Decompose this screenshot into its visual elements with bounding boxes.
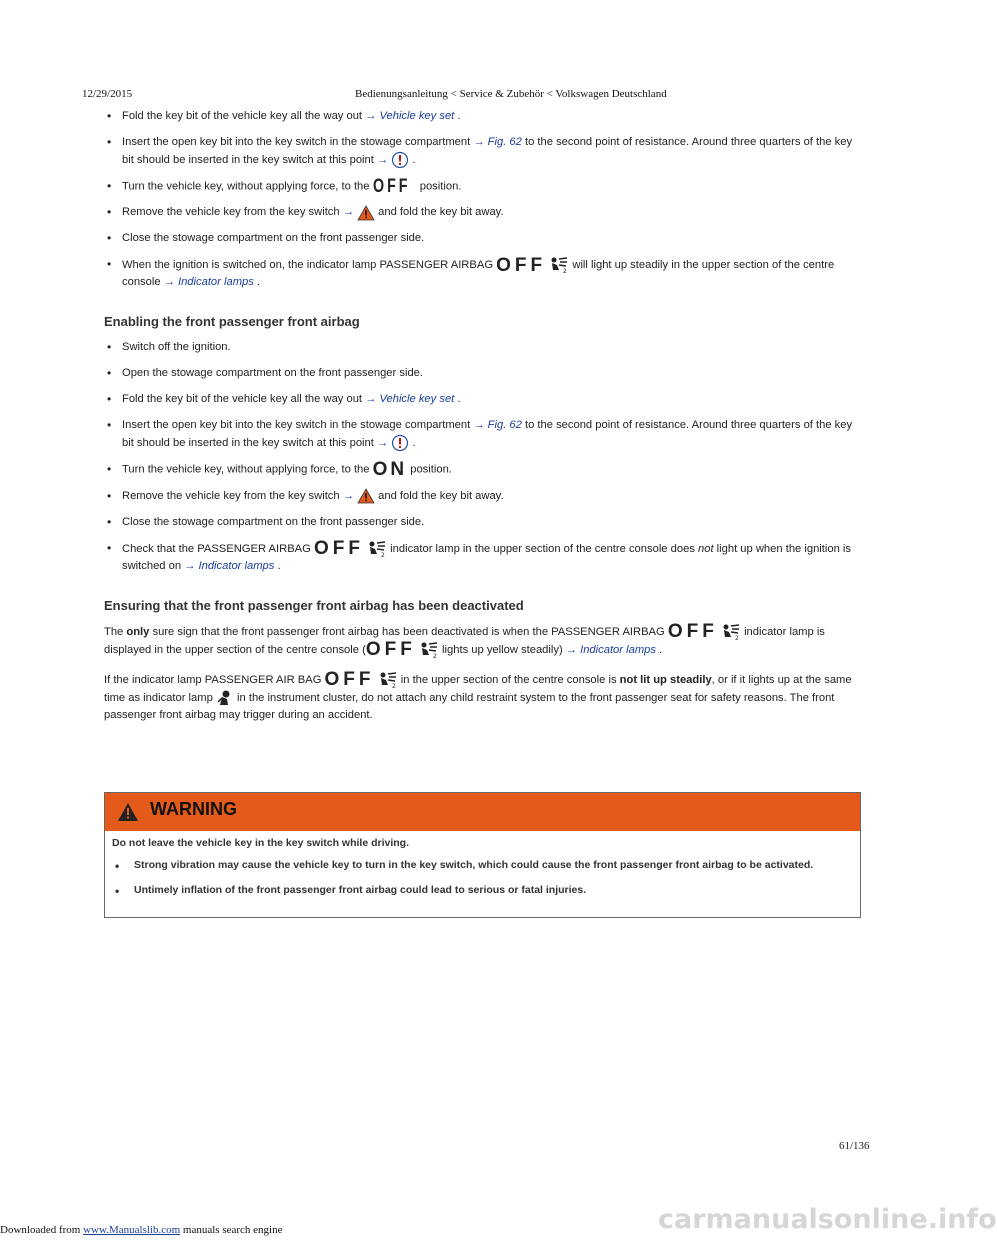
off-symbol: OFF bbox=[667, 621, 718, 643]
link-vehicle-key-set[interactable]: → Vehicle key set bbox=[365, 393, 455, 406]
link-indicator-lamps[interactable]: → Indicator lamps bbox=[565, 643, 656, 656]
off-symbol: OFF bbox=[365, 639, 416, 661]
on-symbol: ON bbox=[372, 459, 408, 481]
list-item: • Turn the vehicle key, without applying force, to the ON position. bbox=[104, 461, 864, 478]
warning-triangle-icon bbox=[357, 205, 375, 221]
passenger-airbag-icon bbox=[721, 623, 741, 641]
list-item: • Fold the key bit of the vehicle key all the way out → Vehicle key set . bbox=[104, 391, 864, 408]
page-number: 61/136 bbox=[839, 1140, 870, 1152]
off-symbol: OFF bbox=[324, 669, 375, 691]
warning-body bbox=[105, 831, 860, 915]
list-item: • When the ignition is switched on, the indicator lamp PASSENGER AIRBAG OFF 2 will light up steadily in the upper section of the centre console → Indicator lamps . bbox=[104, 256, 864, 291]
warning-box bbox=[104, 792, 861, 918]
list-item: • Close the stowage compartment on the front passenger side. bbox=[104, 230, 864, 247]
link-vehicle-key-set[interactable]: → Vehicle key set bbox=[365, 110, 455, 122]
off-symbol: OFF bbox=[496, 254, 547, 276]
paragraph-only-sign: The only sure sign that the front passenger front airbag has been deactivated is when the PASSENGER AIRBAG OFF 2 indicator lamp is displayed in the upper section of the centre console (OFF 2 lights up yellow steadily) → Indicator lamps . bbox=[104, 621, 825, 661]
off-symbol: OFF bbox=[372, 176, 411, 197]
warning-triangle-icon bbox=[357, 488, 375, 504]
warning-bullet: • Strong vibration may cause the vehicle key to turn in the key switch, which could cause the front passenger front airbag to be activated. bbox=[112, 859, 853, 871]
caution-circle-icon bbox=[391, 434, 409, 452]
list-item: • Turn the vehicle key, without applying force, to the OFF position. bbox=[104, 178, 864, 195]
list-disable-steps bbox=[104, 108, 864, 291]
list-item: • Insert the open key bit into the key switch in the stowage compartment → Fig. 62 to the second point of resistance. Around three quarters of the key bit should be inserted in the key switch at this point → . bbox=[104, 417, 864, 452]
warning-title: WARNING bbox=[150, 799, 237, 819]
list-item: • Close the stowage compartment on the front passenger side. bbox=[104, 514, 864, 531]
warning-triangle-icon bbox=[117, 802, 139, 822]
list-item: • Insert the open key bit into the key switch in the stowage compartment → Fig. 62 to the second point of resistance. Around three quarters of the key bit should be inserted in the key switch at this point → . bbox=[104, 134, 864, 169]
link-fig-62[interactable]: → Fig. 62 bbox=[473, 136, 522, 148]
list-enable-steps bbox=[104, 339, 864, 574]
list-item: • Open the stowage compartment on the front passenger side. bbox=[104, 365, 864, 382]
list-item: • Remove the vehicle key from the key switch → and fold the key bit away. bbox=[104, 204, 864, 221]
header-date: 12/29/2015 bbox=[82, 88, 133, 100]
warning-header bbox=[105, 793, 860, 831]
svg-text:2: 2 bbox=[381, 551, 385, 559]
svg-text:2: 2 bbox=[563, 268, 568, 276]
caution-circle-icon bbox=[391, 151, 409, 169]
link-indicator-lamps[interactable]: → Indicator lamps bbox=[163, 276, 254, 289]
section-heading-enable: Enabling the front passenger front airbag bbox=[104, 314, 360, 330]
link-fig-62[interactable]: → Fig. 62 bbox=[473, 419, 522, 432]
header-title: Bedienungsanleitung < Service & Zubehör < Volkswagen Deutschland bbox=[355, 88, 667, 100]
watermark: carmanualsonline.info bbox=[658, 1204, 997, 1235]
main-content bbox=[104, 108, 864, 736]
list-item: • Check that the PASSENGER AIRBAG OFF 2 indicator lamp in the upper section of the centre console does not light up when the ignition is switched on → Indicator lamps . bbox=[104, 540, 864, 575]
manualslib-link[interactable]: www.Manualslib.com bbox=[83, 1224, 181, 1236]
passenger-airbag-icon bbox=[419, 641, 439, 659]
list-item: • Fold the key bit of the vehicle key all the way out → Vehicle key set . bbox=[104, 108, 864, 125]
list-item: • Switch off the ignition. bbox=[104, 339, 864, 356]
airbag-fault-icon bbox=[216, 689, 234, 707]
passenger-airbag-icon bbox=[367, 540, 387, 558]
warning-lead: Do not leave the vehicle key in the key switch while driving. bbox=[112, 837, 410, 849]
svg-text:2: 2 bbox=[734, 634, 739, 642]
section-heading-ensure: Ensuring that the front passenger front airbag has been deactivated bbox=[104, 597, 524, 613]
svg-text:2: 2 bbox=[432, 652, 437, 660]
footer: Downloaded from www.Manualslib.com manuals search engine bbox=[0, 1224, 283, 1236]
link-indicator-lamps[interactable]: → Indicator lamps bbox=[184, 559, 275, 572]
paragraph-not-lit: If the indicator lamp PASSENGER AIR BAG OFF 2 in the upper section of the centre console is not lit up steadily, or if it lights up at the same time as indicator lamp in the instrument cluster, do not attach any child restraint system to the front passenger seat for safety reasons. The front passenger front airbag may trigger during an accident. bbox=[104, 669, 852, 721]
off-symbol: OFF bbox=[313, 538, 364, 560]
svg-text:2: 2 bbox=[391, 682, 396, 690]
passenger-airbag-icon bbox=[378, 671, 398, 689]
passenger-airbag-icon bbox=[549, 256, 569, 274]
warning-bullet: • Untimely inflation of the front passenger front airbag could lead to serious or fatal injuries. bbox=[112, 884, 853, 896]
list-item: • Remove the vehicle key from the key switch → and fold the key bit away. bbox=[104, 488, 864, 505]
